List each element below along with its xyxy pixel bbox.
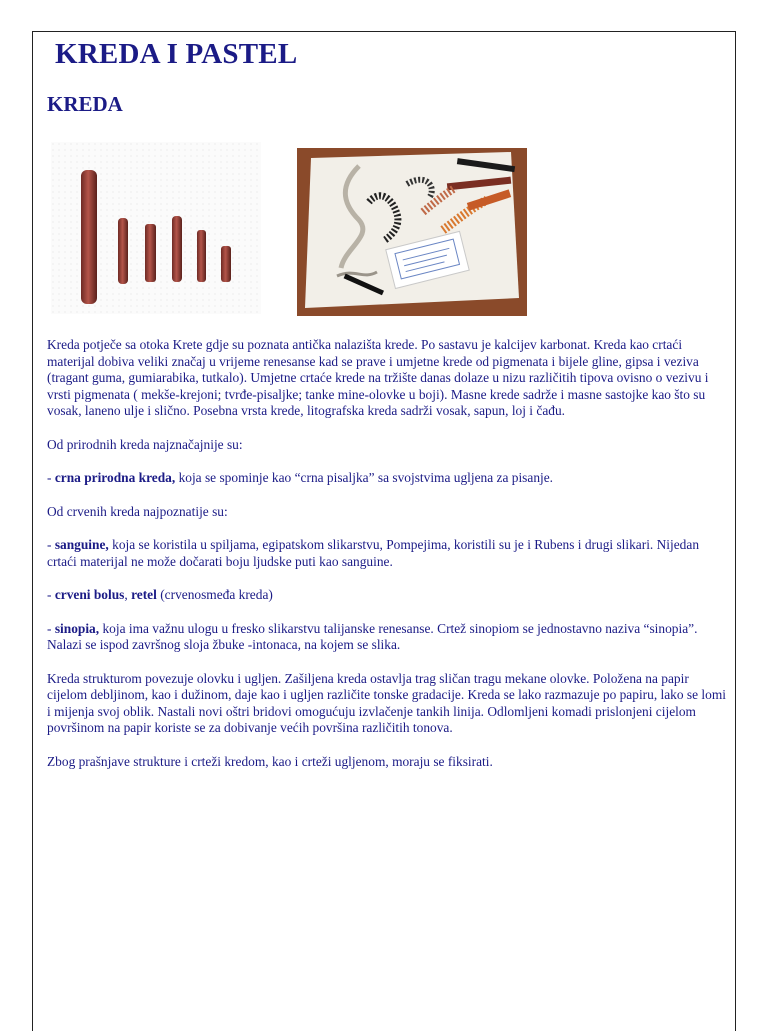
list-dash: - [47,620,55,636]
retel-term: retel [131,587,157,602]
red-chalks-heading: Od crvenih kreda najpoznatije su: [47,503,228,519]
sanguine-desc: koja se koristila u spiljama, egipatskom slikarstvu, Pompejima, koristili su je i Rubens i drugi slikari. Nijedan crtaći materijal ne može dočarati boju ljudske puti kao sanguine. [47,537,700,569]
structure-paragraph: Kreda strukturom povezuje olovku i ugljen. Zašiljena kreda ostavlja trag sličan tragu mekane olovke. Položena na papir cijelom debljinom, kao i dužinom, daje kao i ugljen različite tonske gradacije. Kreda se lako razmazuje po papiru, lako se lomi i mijenja svoj oblik. Nastali novi oštri bridovi omogućuju izvlačenje tankih linija. Odlomljeni komadi prislonjeni cijelom površinom na papir koriste se za dobivanje većih površina različitih tonova. [47,670,726,735]
chalk-sticks-image [51,142,261,314]
bolus-desc: (crvenosmeđa kreda) [156,587,273,602]
black-chalk-desc: koja se spominje kao “crna pisaljka” sa svojstvima ugljena za pisanje. [175,470,554,485]
list-dash: - [47,587,55,602]
list-dash: - [47,470,55,485]
black-chalk-term: crna prirodna kreda, [54,470,176,485]
chalk-drawing-image [297,148,527,316]
bolus-term: crveni bolus [54,587,125,602]
section-heading: KREDA [47,92,123,116]
sanguine-item [47,537,729,570]
black-chalk-item [47,470,729,487]
sanguine-term: sanguine, [54,537,109,552]
bolus-item [47,587,729,604]
list-dash: - [47,537,55,552]
intro-paragraph: Kreda potječe sa otoka Krete gdje su poznata antička nalazišta krede. Po sastavu je kalcijev karbonat. Kreda kao crtaći materijal dobiva veliki značaj u vrijeme renesanse kad se prave i umjetne krede od pigmenata i bijele gline, gipsa i veziva (tragant guma, gumiarabika, tutkalo). Umjetne crtaće krede na tržište danas dolaze u nizu različitih tipova ovisno o vezivu i vrsti pigmenata ( mekše-krejoni; tvrđe-pisaljke; tanke mine-olovke u boji). Masne krede sadrže i masne sastojke kao što su vosak, laneno ulje i slično. Posebna vrsta krede, litografska kreda sadrži vosak, sapun, loj i čađu. [47,337,709,418]
document-title: KREDA I PASTEL [55,38,298,70]
sinopia-item [47,621,729,654]
fixing-paragraph: Zbog prašnjave strukture i crteži kredom, kao i crteži ugljenom, moraju se fiksirati. [47,753,493,769]
sinopia-desc: koja ima važnu ulogu u fresko slikarstvu talijanske renesanse. Crtež sinopiom se jednostavno naziva “sinopia”. Nalazi se ispod završnog sloja žbuke -intonaca, na kojem se slika. [47,620,698,652]
document-page [32,31,736,1031]
natural-chalks-heading: Od prirodnih kreda najznačajnije su: [47,436,243,452]
term-separator: , [124,587,132,602]
body-text [47,337,729,787]
sinopia-term: sinopia, [54,620,100,636]
